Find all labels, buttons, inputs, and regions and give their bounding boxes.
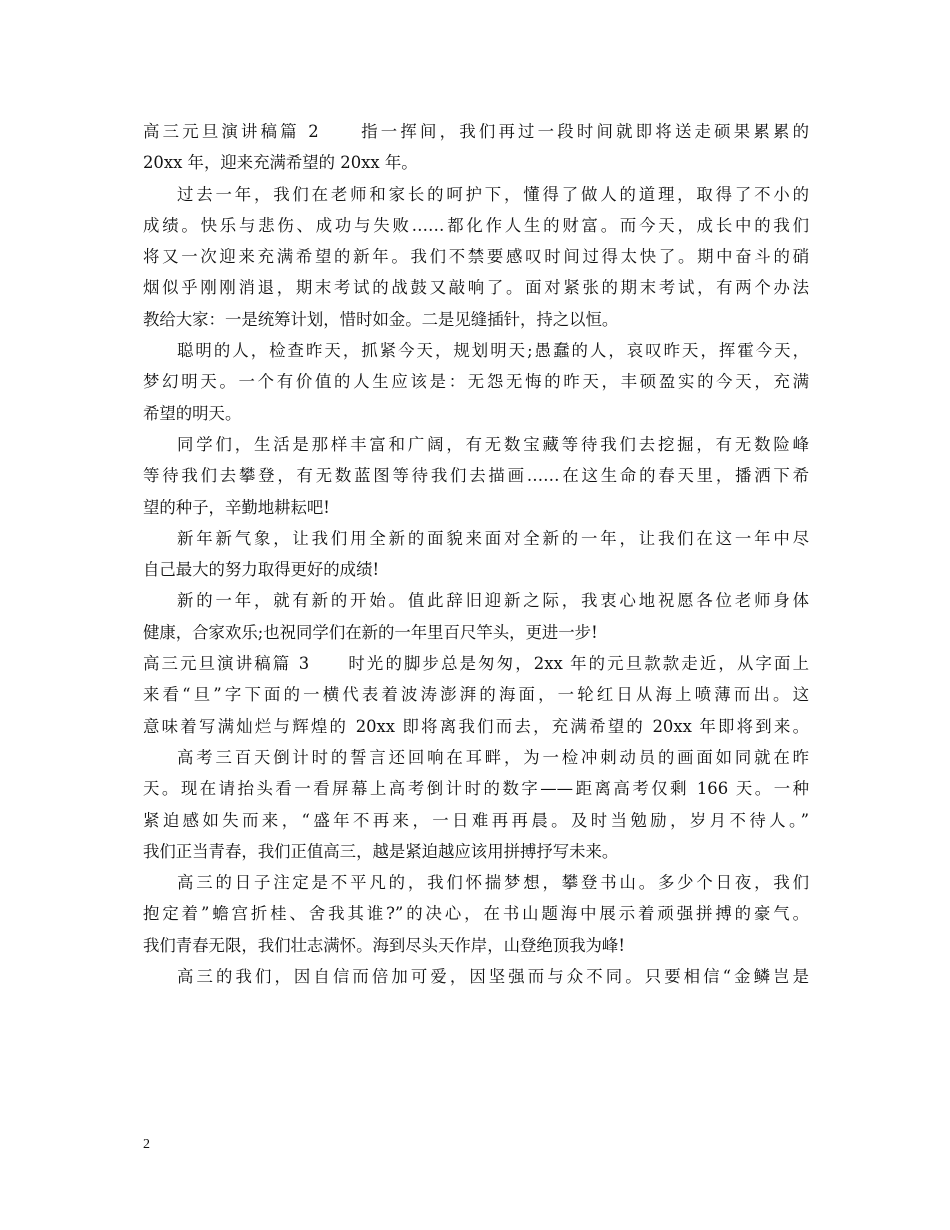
paragraph-first-line: 同学们，生活是那样丰富和广阔，有无数宝藏等待我们去挖掘，有无数险峰 <box>177 434 809 454</box>
text-line: 等待我们去攀登，有无数蓝图等待我们去描画……在这生命的春天里，播洒下希 <box>143 466 809 486</box>
text-line: 20xx 年，迎来充满希望的 20xx 年。 <box>143 153 418 173</box>
text-line: 望的种子，辛勤地耕耘吧! <box>143 497 330 517</box>
paragraph-first-line: 新年新气象，让我们用全新的面貌来面对全新的一年，让我们在这一年中尽 <box>177 528 809 548</box>
paragraph-first-line: 高三的日子注定是不平凡的，我们怀揣梦想，攀登书山。多少个日夜，我们 <box>177 873 809 893</box>
paragraph-first-line: 过去一年，我们在老师和家长的呵护下，懂得了做人的道理，取得了不小的 <box>177 184 809 204</box>
paragraph-first-line: 聪明的人，检查昨天，抓紧今天，规划明天;愚蠢的人，哀叹昨天，挥霍今天， <box>177 341 809 361</box>
paragraph-first-line: 高考三百天倒计时的誓言还回响在耳畔，为一检冲刺动员的画面如同就在昨 <box>177 747 809 767</box>
document-body <box>143 116 809 992</box>
text-line: 天。现在请抬头看一看屏幕上高考倒计时的数字——距离高考仅剩 166 天。一种 <box>143 779 809 799</box>
section-heading-line: 高三元旦演讲稿篇 3 时光的脚步总是匆匆，2xx 年的元旦款款走近，从字面上 <box>143 654 809 674</box>
text-line: 希望的明天。 <box>143 403 242 423</box>
text-line: 我们正当青春，我们正值高三，越是紧迫越应该用拼搏抒写未来。 <box>143 841 619 861</box>
text-line: 自己最大的努力取得更好的成绩! <box>143 560 380 580</box>
text-line: 意味着写满灿烂与辉煌的 20xx 即将离我们而去，充满希望的 20xx 年即将到来。 <box>143 716 809 736</box>
text-line: 教给大家：一是统筹计划，惜时如金。二是见缝插针，持之以恒。 <box>143 309 619 329</box>
text-line: 成绩。快乐与悲伤、成功与失败……都化作人生的财富。而今天，成长中的我们 <box>143 215 809 235</box>
text-line: 我们青春无限，我们壮志满怀。海到尽头天作岸，山登绝顶我为峰! <box>143 935 625 955</box>
text-line: 梦幻明天。一个有价值的人生应该是：无怨无悔的昨天，丰硕盈实的今天，充满 <box>143 372 809 392</box>
text-line: 烟似乎刚刚消退，期末考试的战鼓又敲响了。面对紧张的期末考试，有两个办法 <box>143 278 809 298</box>
text-line: 将又一次迎来充满希望的新年。我们不禁要感叹时间过得太快了。期中奋斗的硝 <box>143 247 809 267</box>
text-line: 抱定着”蟾宫折桂、舍我其谁?”的决心，在书山题海中展示着顽强拼搏的豪气。 <box>143 904 809 924</box>
paragraph-first-line: 高三的我们，因自信而倍加可爱，因坚强而与众不同。只要相信“金鳞岂是 <box>177 967 809 987</box>
section-heading-line: 高三元旦演讲稿篇 2 指一挥间，我们再过一段时间就即将送走硕果累累的 <box>143 122 809 141</box>
text-line: 来看“旦”字下面的一横代表着波涛澎湃的海面，一轮红日从海上喷薄而出。这 <box>143 685 809 705</box>
text-line: 健康，合家欢乐;也祝同学们在新的一年里百尺竿头，更进一步! <box>143 622 598 642</box>
text-line: 紧迫感如失而来，“盛年不再来，一日难再再晨。及时当勉励，岁月不待人。” <box>143 810 809 830</box>
page-number: 2 <box>143 1137 150 1152</box>
paragraph-first-line: 新的一年，就有新的开始。值此辞旧迎新之际，我衷心地祝愿各位老师身体 <box>177 591 809 611</box>
